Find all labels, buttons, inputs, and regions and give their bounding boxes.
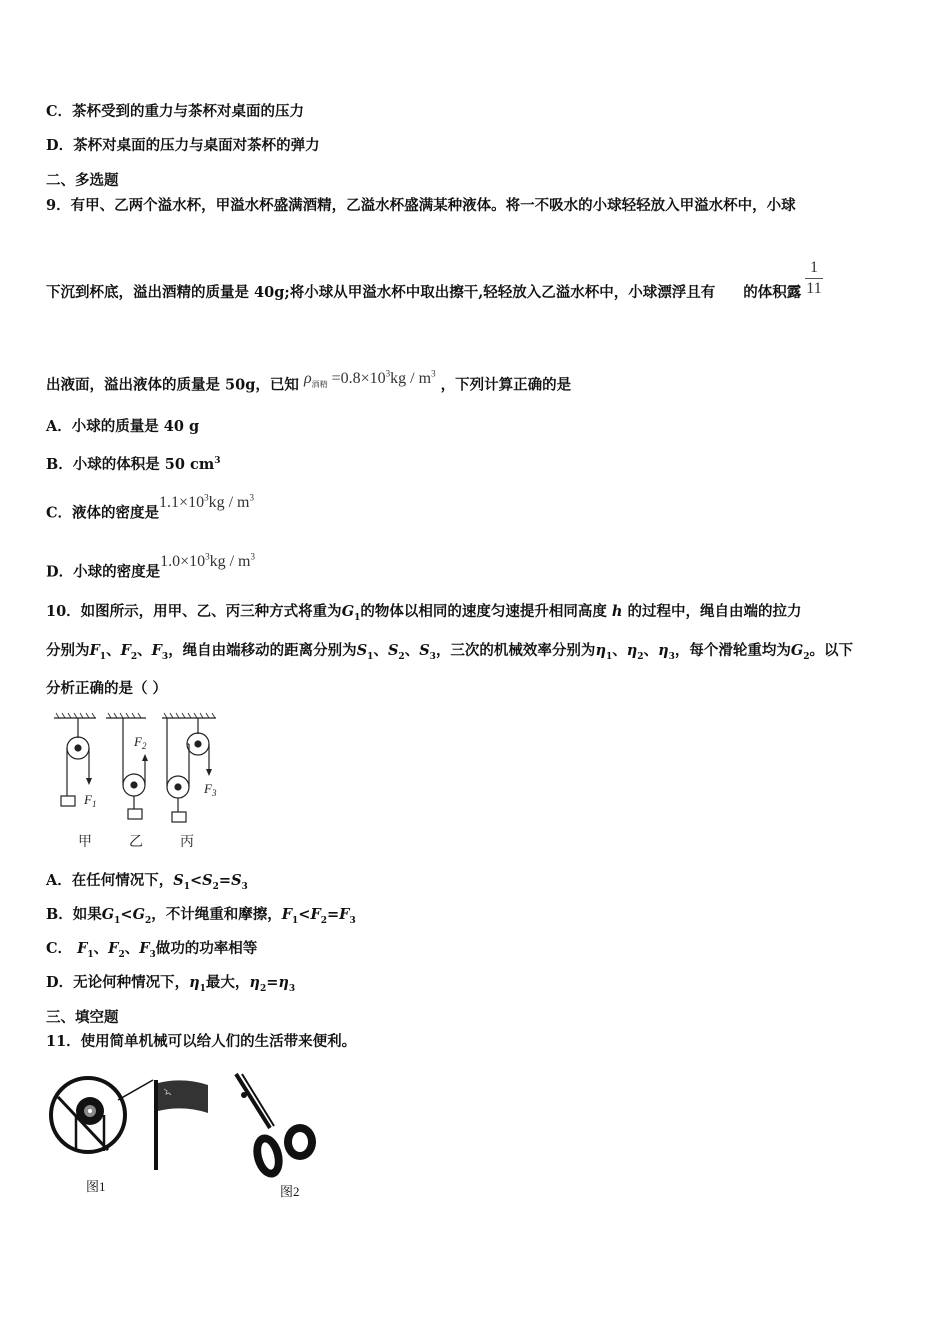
q9-stem-line3-tail: ，下列计算正确的是 (440, 376, 572, 394)
q9-fraction-denominator: 11 (806, 280, 822, 297)
q9-stem-line3-text: 出液面，溢出液体的质量是 50g，已知 (46, 376, 299, 394)
q10-stem-line2: 分别为$F_1$、$F_2$、$F_3$，绳自由端移动的距离分别为$S_1$、$S_2$、$S_3$，三次的机械效率分别为$\eta_1$、$\eta_2$、$\eta_3$，每个滑轮重均为$G_2$。以下 (46, 642, 854, 662)
q10-option-a: A．在任何情况下，$S_1<S_2=S_3$ (46, 872, 248, 892)
scissors-figure (228, 1070, 338, 1202)
q9-option-a: A．小球的质量是 40 g (46, 418, 200, 435)
q8-option-d: D．茶杯对桌面的压力与桌面对茶杯的弹力 (46, 137, 320, 154)
q10-stem-line3: 分析正确的是（ ） (46, 680, 168, 697)
q9-stem-line2 (46, 284, 801, 302)
q9-option-d: D．小球的密度是$1.0\times 10^3kg / m^3$ (46, 552, 255, 581)
flagpole-pulley-figure (48, 1075, 218, 1200)
q9-stem-line2-tail: 的体积露 (743, 284, 802, 301)
figure2-caption: 图2 (280, 1184, 300, 1199)
q8-option-c: C．茶杯受到的重力与茶杯对桌面的压力 (46, 103, 305, 120)
q10-option-b: B．如果$G_1<G_2$，不计绳重和摩擦，$F_1<F_2=F_3$ (46, 906, 356, 926)
q10-option-c: C． $F_1$、$F_2$、$F_3$做功的功率相等 (46, 940, 258, 960)
pulley-caption-bing: 丙 (180, 835, 194, 850)
q9-stem-line3 (46, 371, 571, 401)
pulley-caption-jia: 甲 (78, 835, 92, 850)
pulley-label-f2: $F_2$ (134, 734, 147, 751)
figure1-caption: 图1 (86, 1179, 106, 1194)
q9-option-b: B．小球的体积是 50 $cm^3$ (46, 455, 221, 473)
q9-fraction-numerator: 1 (810, 259, 818, 276)
section-title-multiple-choice: 二、多选题 (46, 172, 119, 189)
pulley-diagram (46, 712, 236, 854)
q9-option-d-value: $1.0\times 10^3kg / m^3$ (160, 552, 255, 571)
q9-stem-line1: 9．有甲、乙两个溢水杯，甲溢水杯盛满酒精，乙溢水杯盛满某种液体。将一不吸水的小球轻轻放入甲溢水杯中，小球 (46, 197, 796, 214)
pulley-label-f1: $F_1$ (84, 792, 97, 809)
q9-fraction (805, 259, 823, 298)
section-title-fill-in: 三、填空题 (46, 1009, 119, 1026)
q9-stem-line2-text: 下沉到杯底，溢出酒精的质量是 40g;将小球从甲溢水杯中取出擦干,轻轻放入乙溢水杯中，小球漂浮且有 (46, 284, 716, 301)
q10-option-d: D．无论何种情况下，$\eta_1$最大，$\eta_2=\eta_3$ (46, 974, 296, 994)
pulley-caption-yi: 乙 (129, 835, 143, 850)
q9-option-c-value: $1.1\times 10^3kg / m^3$ (159, 493, 254, 512)
q11-stem: 11．使用简单机械可以给人们的生活带来便利。 (46, 1033, 357, 1050)
q9-option-c: C．液体的密度是$1.1\times 10^3kg / m^3$ (46, 493, 254, 522)
pulley-label-f3: $F_3$ (204, 781, 217, 798)
q9-alcohol-density: $\rho_{酒精} =0.8\times 10^3kg / m^3$ (303, 369, 436, 390)
q10-stem-line1: 10．如图所示，用甲、乙、丙三种方式将重为$G_1$的物体以相同的速度匀速提升相同高度 h 的过程中，绳自由端的拉力 (46, 603, 802, 623)
